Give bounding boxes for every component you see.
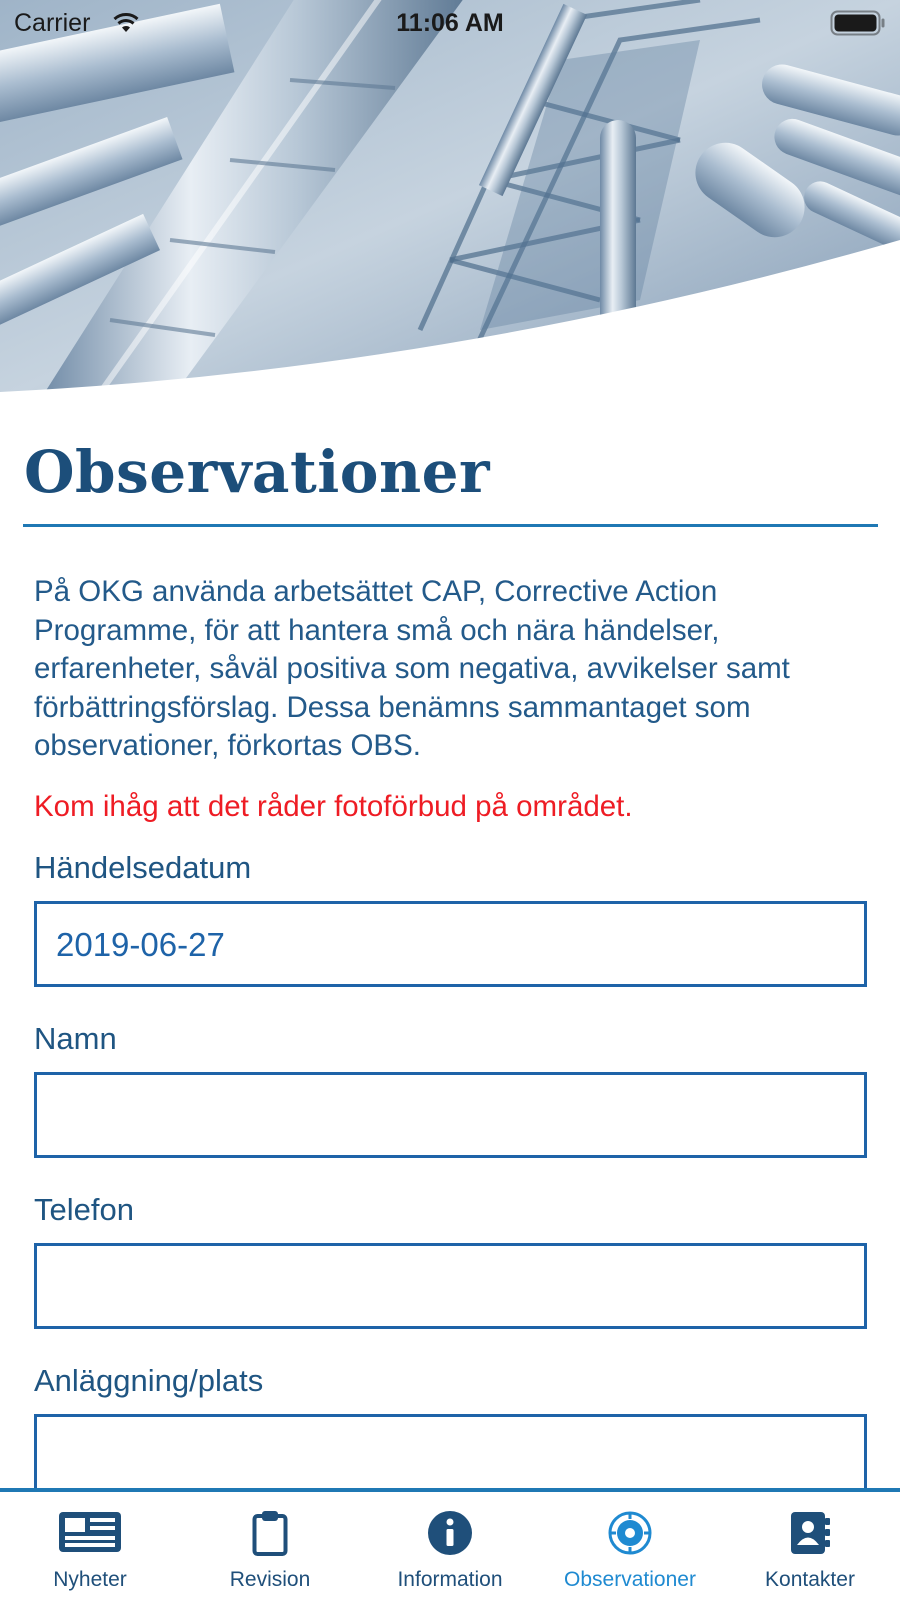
tab-bar — [0, 1488, 900, 1598]
info-circle-icon — [360, 1510, 540, 1560]
newspaper-icon — [0, 1510, 180, 1560]
tab-label: Observationer — [564, 1568, 696, 1591]
header-image — [0, 0, 900, 400]
tab-nyheter[interactable] — [0, 1492, 180, 1598]
page-title: Observationer — [24, 438, 491, 506]
tab-label: Information — [397, 1568, 503, 1591]
tab-label: Nyheter — [53, 1568, 127, 1591]
title-divider — [23, 524, 878, 527]
status-bar — [0, 0, 900, 46]
battery-icon — [830, 10, 886, 41]
name-field[interactable] — [34, 1072, 867, 1158]
tab-revision[interactable] — [180, 1492, 360, 1598]
tab-label: Kontakter — [765, 1568, 855, 1591]
clock-label: 11:06 AM — [396, 9, 504, 37]
tab-kontakter[interactable] — [720, 1492, 900, 1598]
observation-icon — [540, 1510, 720, 1560]
contact-book-icon — [720, 1510, 900, 1560]
phone-field[interactable] — [34, 1243, 867, 1329]
tab-observationer[interactable] — [540, 1492, 720, 1598]
facility-location-label: Anläggning/plats — [34, 1363, 264, 1398]
photo-ban-warning: Kom ihåg att det råder fotoförbud på området. — [34, 790, 633, 823]
clipboard-icon — [180, 1510, 360, 1560]
event-date-field[interactable] — [34, 901, 867, 987]
phone-label: Telefon — [34, 1192, 134, 1227]
name-label: Namn — [34, 1021, 117, 1056]
event-date-value: 2019-06-27 — [56, 926, 225, 963]
event-date-label: Händelsedatum — [34, 850, 252, 885]
carrier-label: Carrier — [14, 9, 91, 37]
tab-information[interactable] — [360, 1492, 540, 1598]
tab-label: Revision — [229, 1568, 311, 1591]
intro-text: På OKG använda arbetsättet CAP, Corrective Action Programme, för att hantera små och nära händelser, erfarenheter, såväl positiva som negativa, avvikelser samt förbättringsförslag. Dessa benämns sammantaget som observationer, förkortas OBS. — [34, 575, 790, 762]
